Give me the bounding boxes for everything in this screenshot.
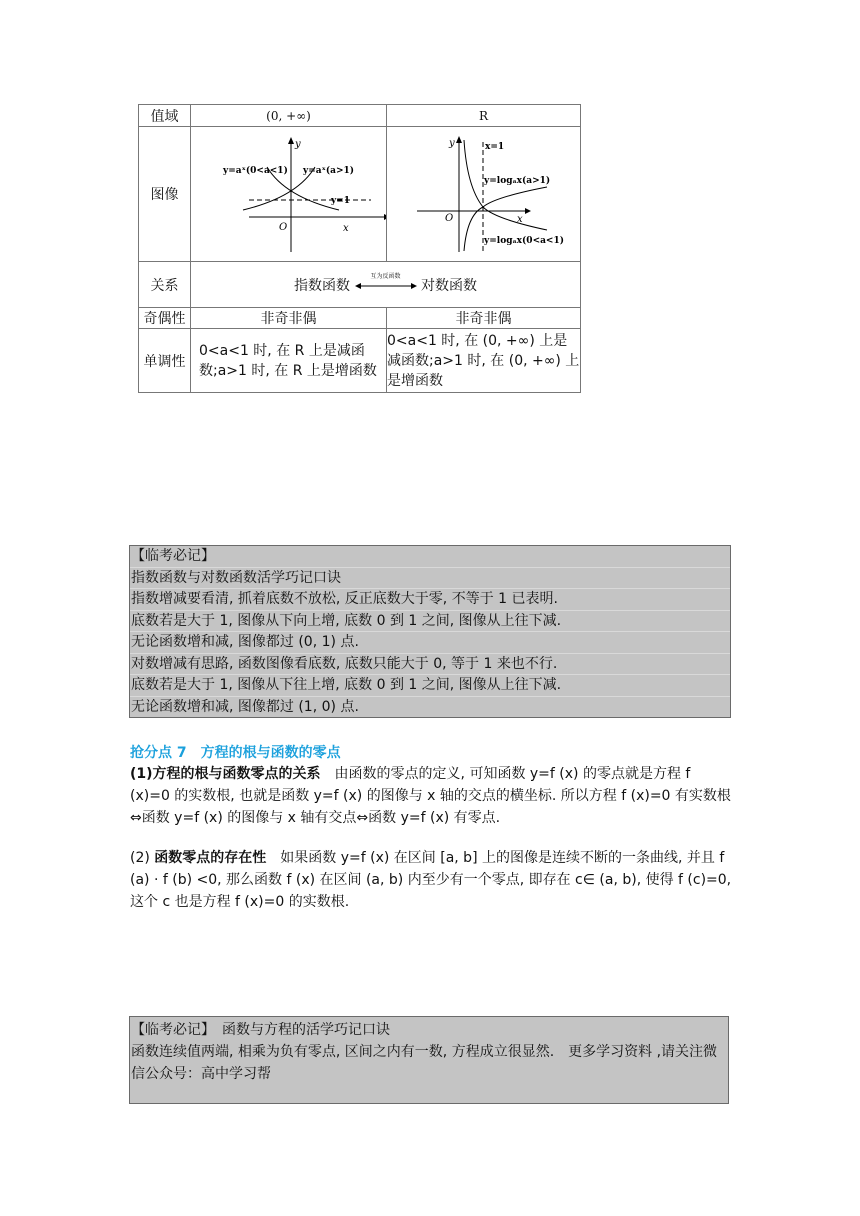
label-monotonic: 单调性: [139, 329, 191, 393]
exp-y-axis-label: y: [295, 139, 301, 150]
log-x1-label: x=1: [485, 142, 505, 152]
row-range: [139, 105, 581, 127]
log-y-axis-label: y: [449, 138, 455, 149]
exp-monotonic: 0<a<1 时, 在 R 上是减函数;a>1 时, 在 R 上是增函数: [191, 329, 387, 393]
box2-title: 【临考必记】 函数与方程的活学巧记口诀: [131, 1022, 390, 1038]
box1-line: 底数若是大于 1, 图像从下往上增, 底数 0 到 1 之间, 图像从上往下减.: [130, 675, 730, 697]
label-range: 值域: [139, 105, 191, 127]
paragraph-2: [130, 847, 734, 913]
box1-line: 无论函数增和减, 图像都过 (0, 1) 点.: [130, 632, 730, 654]
double-arrow-icon: [355, 279, 417, 293]
relation-right: 对数函数: [420, 277, 477, 294]
paragraph-1: [130, 763, 734, 829]
log-parity: 非奇非偶: [387, 308, 581, 329]
label-parity: 奇偶性: [139, 308, 191, 329]
label-graph: 图像: [139, 127, 191, 262]
memory-box-2: [129, 1016, 729, 1104]
exp-range: (0, +∞): [191, 105, 387, 127]
box1-line: 对数增减有思路, 函数图像看底数, 底数只能大于 0, 等于 1 来也不行.: [130, 654, 730, 676]
exp-curve-right-label: y=aˣ(a>1): [303, 166, 355, 176]
paragraph-2-number: (2): [130, 850, 155, 866]
exp-y1-label: y=1: [331, 196, 351, 206]
box2-text: 函数连续值两端, 相乘为负有零点, 区间之内有一数, 方程成立很显然. 更多学习资料 ,请关注微信公众号：高中学习帮: [131, 1044, 718, 1082]
box1-line: 底数若是大于 1, 图像从下向上增, 底数 0 到 1 之间, 图像从上往下减.: [130, 611, 730, 633]
box1-line: 指数函数与对数函数活学巧记口诀: [130, 568, 730, 590]
log-lower-curve-label: y=logₐx(0<a<1): [484, 236, 564, 246]
relation-arrow: [355, 272, 417, 293]
exp-curve-left-label: y=aˣ(0<a<1): [223, 166, 288, 176]
box1-line: 指数增减要看清, 抓着底数不放松, 反正底数大于零, 不等于 1 已表明.: [130, 589, 730, 611]
log-x-axis-label: x: [517, 214, 523, 225]
label-relation: 关系: [139, 262, 191, 308]
exp-origin-label: O: [279, 222, 288, 233]
row-parity: [139, 308, 581, 329]
memory-box-1: [129, 545, 731, 718]
relation-left: 指数函数: [294, 277, 351, 294]
box1-line: 【临考必记】: [130, 546, 730, 568]
log-monotonic: 0<a<1 时, 在 (0, +∞) 上是减函数;a>1 时, 在 (0, +∞) 上是增函数: [387, 329, 581, 393]
comparison-table: [138, 104, 581, 393]
paragraph-1-text: 由函数的零点的定义, 可知函数 y=f (x) 的零点就是方程 f (x)=0 的实数根, 也就是函数 y=f (x) 的图像与 x 轴的交点的横坐标. 所以方程 f (x)=0 有实数根⇔函数 y=f (x) 的图像与 x 轴有交点⇔函数 y=f (x) 有零点.: [130, 766, 731, 826]
section-heading: 抢分点 7 方程的根与函数的零点: [130, 745, 341, 761]
row-relation: [139, 262, 581, 308]
log-upper-curve-label: y=logₐx(a>1): [484, 176, 551, 186]
exp-x-axis-label: x: [343, 223, 349, 234]
row-monotonic: [139, 329, 581, 393]
paragraph-2-text: 如果函数 y=f (x) 在区间 [a, b] 上的图像是连续不断的一条曲线, 并且 f (a) · f (b) <0, 那么函数 f (x) 在区间 (a, b) 内至少有一个零点, 即存在 c∈ (a, b), 使得 f (c)=0, 这个 c 也是方程 f (x)=0 的实数根.: [130, 850, 732, 910]
exponential-graph: [191, 127, 386, 257]
logarithm-graph: [387, 127, 582, 257]
exp-parity: 非奇非偶: [191, 308, 387, 329]
paragraph-1-title: (1)方程的根与函数零点的关系: [130, 766, 321, 782]
log-origin-label: O: [445, 213, 454, 224]
log-range: R: [387, 105, 581, 127]
relation-arrow-text: 互为反函数: [370, 272, 401, 280]
row-graph: [139, 127, 581, 262]
paragraph-2-title: 函数零点的存在性: [154, 850, 267, 866]
box1-line: 无论函数增和减, 图像都过 (1, 0) 点.: [131, 698, 359, 715]
